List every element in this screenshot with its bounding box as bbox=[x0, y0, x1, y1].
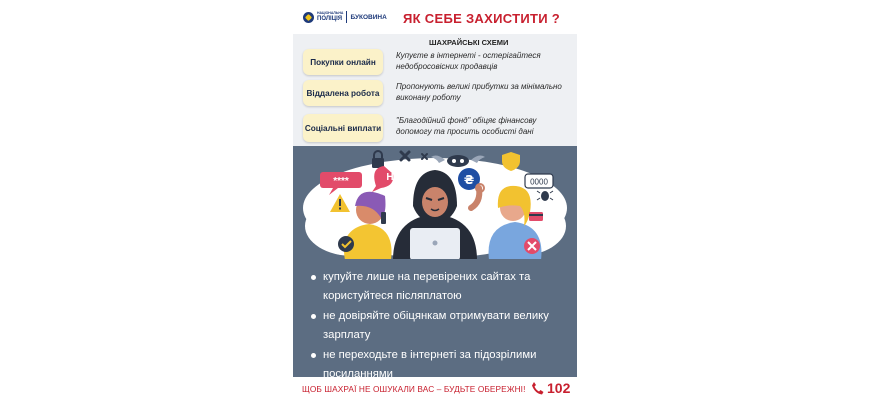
tips-list bbox=[305, 268, 569, 385]
scheme-description-remote-work: Пропонують великі прибутки за мінімально виконану роботу bbox=[396, 82, 562, 102]
logo-small-text: НАЦІОНАЛЬНА bbox=[317, 11, 344, 16]
bullet-icon bbox=[311, 275, 316, 280]
scheme-description-online-shopping: Купуєте в інтернеті - остерігайтеся недобросовісних продавців bbox=[396, 51, 541, 71]
poster-footer bbox=[293, 377, 577, 400]
schemes-heading: ШАХРАЙСЬКІ СХЕМИ bbox=[429, 38, 509, 47]
scheme-label-online-shopping: Покупки онлайн bbox=[303, 49, 383, 75]
speech-bubble-hi-text: Hi! bbox=[386, 172, 400, 183]
police-logo bbox=[303, 9, 387, 25]
page-title: ЯК СЕБЕ ЗАХИСТИТИ ? bbox=[403, 11, 561, 26]
poster-header bbox=[293, 0, 577, 34]
check-icon bbox=[338, 236, 354, 252]
bullet-icon bbox=[311, 314, 316, 319]
svg-text:₴: ₴ bbox=[463, 173, 475, 187]
footer-warning-text: ЩОБ ШАХРАЇ НЕ ОШУКАЛИ ВАС – БУДЬТЕ ОБЕРЕЖНІ! bbox=[302, 384, 526, 394]
cancel-icon bbox=[524, 238, 540, 254]
emergency-phone-number: 102 bbox=[547, 380, 571, 396]
speech-bubble-pin-text: 0000 bbox=[530, 177, 548, 187]
tip-text: не довіряйте обіцянкам отримувати велику зарплату bbox=[323, 310, 549, 341]
logo-region-text: БУКОВИНА bbox=[350, 13, 387, 21]
phone-icon bbox=[531, 381, 544, 395]
police-logo-text bbox=[317, 12, 343, 22]
speech-bubble-password-text: **** bbox=[333, 176, 349, 187]
tip-text: купуйте лише на перевірених сайтах та користуйтеся післяплатою bbox=[323, 271, 531, 302]
tip-item bbox=[305, 268, 569, 306]
scheme-description-social-payments: "Благодійний фонд" обіцяє фінансову допомогу та просить особисті дані bbox=[396, 116, 537, 136]
tip-text: не переходьте в інтернеті за підозрілими посиланнями bbox=[323, 349, 537, 380]
laptop-icon bbox=[410, 228, 460, 260]
logo-divider bbox=[346, 11, 347, 23]
tips-panel bbox=[293, 259, 577, 380]
illustration-svg bbox=[293, 146, 577, 260]
tip-item bbox=[305, 307, 569, 345]
fraud-illustration bbox=[293, 146, 577, 260]
scheme-label-social-payments: Соціальні виплати bbox=[303, 114, 383, 142]
police-emblem-icon bbox=[303, 12, 314, 23]
bullet-icon bbox=[311, 353, 316, 358]
poster bbox=[293, 0, 577, 400]
speech-bubble-pin bbox=[525, 174, 553, 188]
logo-main-text: ПОЛІЦІЯ bbox=[317, 15, 343, 22]
scheme-label-remote-work: Віддалена робота bbox=[303, 80, 383, 106]
